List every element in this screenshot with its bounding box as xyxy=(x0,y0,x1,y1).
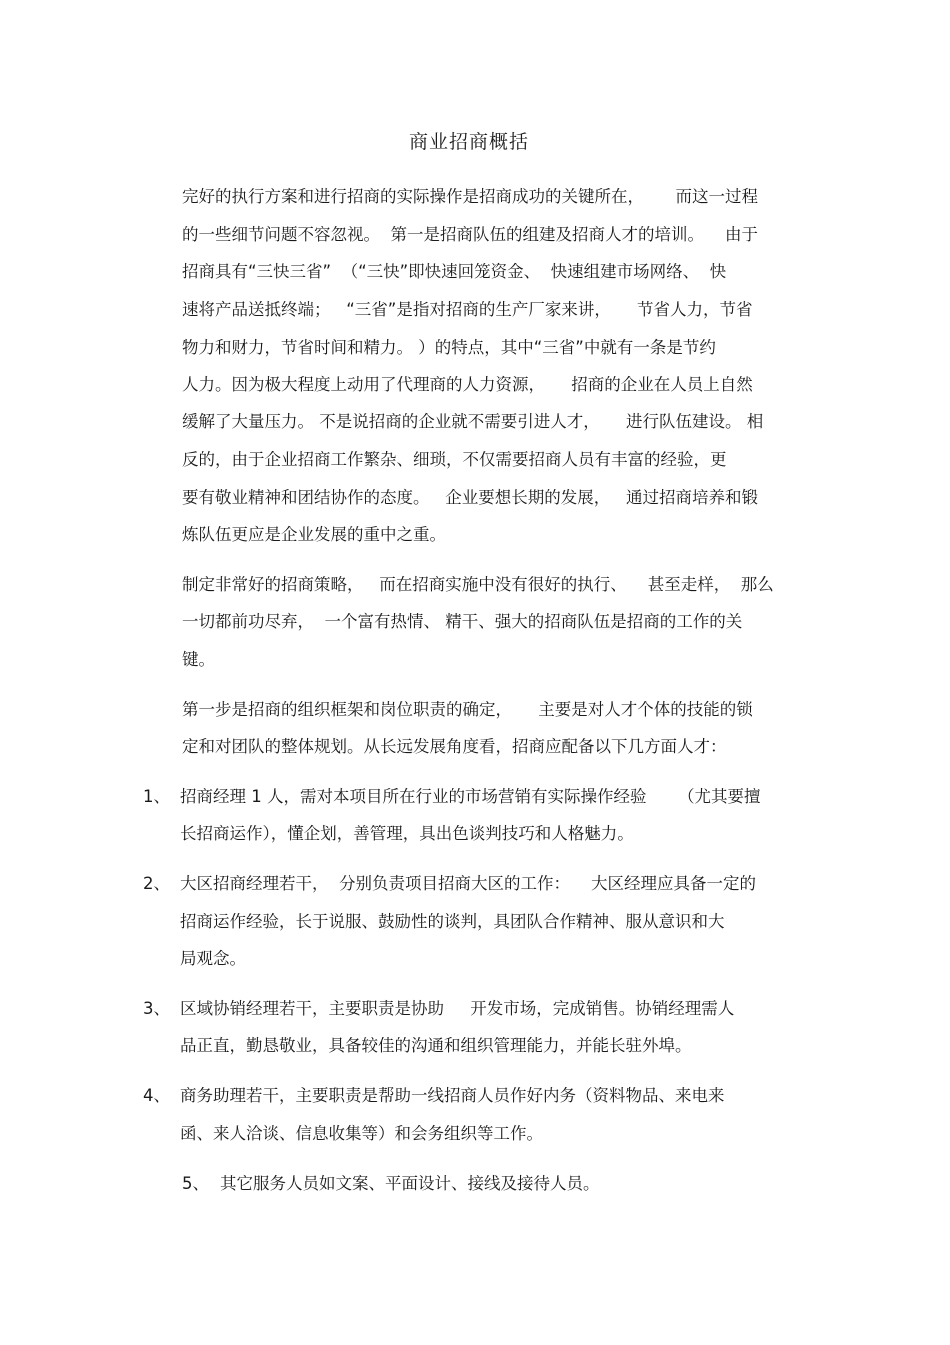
paragraph-line: 速将产品送抵终端； “三省”是指对招商的生产厂家来讲， 节省人力，节省 xyxy=(182,300,753,319)
list-item-line: 招商经理 1 人，需对本项目所在行业的市场营销有实际操作经验 （尤其要擅 xyxy=(180,787,761,806)
paragraph-line: 反的，由于企业招商工作繁杂、细琐，不仅需要招商人员有丰富的经验，更 xyxy=(182,450,727,469)
paragraph-line: 要有敬业精神和团结协作的态度。 企业要想长期的发展， 通过招商培养和锻 xyxy=(182,488,758,507)
list-item-line: 商务助理若干，主要职责是帮助一线招商人员作好内务（资料物品、来电来 xyxy=(180,1086,725,1105)
paragraph-line: 招商具有“三快三省” （“三快”即快速回笼资金、 快速组建市场网络、 快 xyxy=(182,262,727,281)
paragraph-line: 制定非常好的招商策略， 而在招商实施中没有很好的执行、 甚至走样， 那么 xyxy=(182,575,774,594)
list-item-line: 局观念。 xyxy=(180,949,246,968)
list-item-line: 区域协销经理若干，主要职责是协助 开发市场，完成销售。协销经理需人 xyxy=(180,999,735,1018)
paragraph-line: 物力和财力，节省时间和精力。 ）的特点，其中“三省”中就有一条是节约 xyxy=(182,338,716,357)
paragraph-line: 完好的执行方案和进行招商的实际操作是招商成功的关键所在， 而这一过程 xyxy=(182,187,758,206)
document-title: 商业招商概括 xyxy=(408,131,529,153)
list-item-number: 3、 xyxy=(143,999,170,1018)
paragraph-line: 缓解了大量压力。 不是说招商的企业就不需要引进人才， 进行队伍建设。 相 xyxy=(182,412,764,431)
list-item-line: 函、来人洽谈、信息收集等）和会务组织等工作。 xyxy=(180,1124,543,1143)
paragraph-line: 定和对团队的整体规划。从长远发展角度看，招商应配备以下几方面人才： xyxy=(182,737,727,756)
paragraph-line: 键。 xyxy=(182,650,215,669)
list-item-line: 长招商运作），懂企划，善管理，具出色谈判技巧和人格魅力。 xyxy=(180,824,634,843)
paragraph-line: 第一步是招商的组织框架和岗位职责的确定， 主要是对人才个体的技能的锁 xyxy=(182,700,753,719)
list-item-line: 其它服务人员如文案、平面设计、接线及接待人员。 xyxy=(220,1174,600,1193)
paragraph-line: 的一些细节问题不容忽视。 第一是招商队伍的组建及招商人才的培训。 由于 xyxy=(182,225,758,244)
list-item-line: 品正直，勤恳敬业，具备较佳的沟通和组织管理能力，并能长驻外埠。 xyxy=(180,1036,692,1055)
paragraph-line: 人力。因为极大程度上动用了代理商的人力资源， 招商的企业在人员上自然 xyxy=(182,375,753,394)
paragraph-line: 一切都前功尽弃， 一个富有热情、 精干、强大的招商队伍是招商的工作的关 xyxy=(182,612,743,631)
list-item-number: 4、 xyxy=(143,1086,170,1105)
list-item-number: 5、 xyxy=(182,1174,209,1193)
paragraph-line: 炼队伍更应是企业发展的重中之重。 xyxy=(182,525,446,544)
list-item-number: 1、 xyxy=(143,787,170,806)
list-item-line: 招商运作经验，长于说服、鼓励性的谈判，具团队合作精神、服从意识和大 xyxy=(180,912,725,931)
list-item-number: 2、 xyxy=(143,874,170,893)
list-item-line: 大区招商经理若干， 分别负责项目招商大区的工作： 大区经理应具备一定的 xyxy=(180,874,756,893)
